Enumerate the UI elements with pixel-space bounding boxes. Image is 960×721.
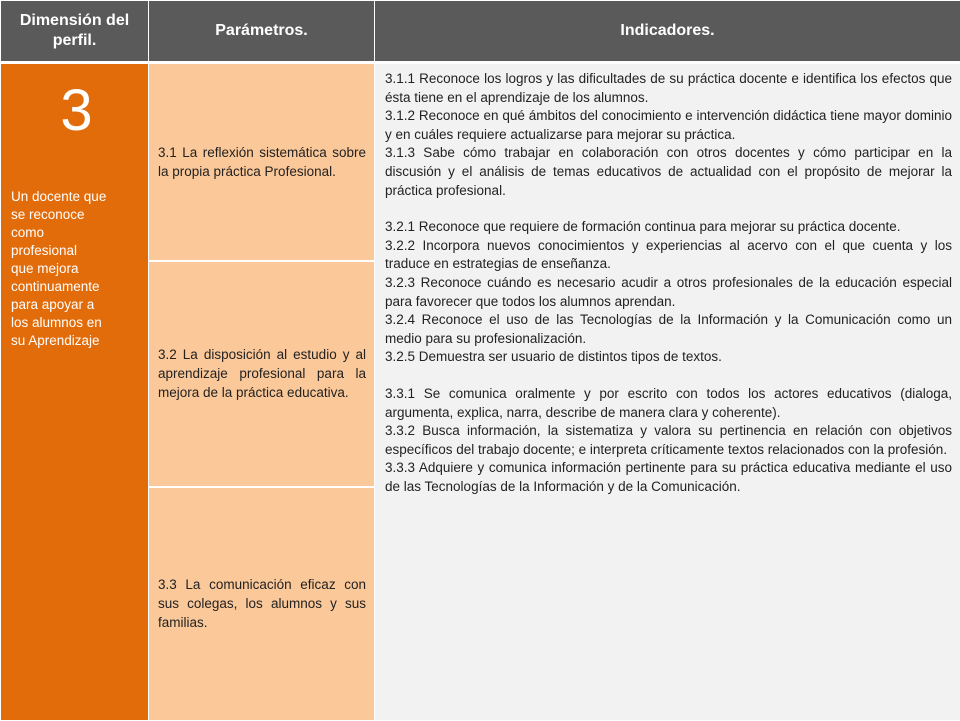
- parameter-cell: 3.2 La disposición al estudio y al aprendizaje profesional para la mejora de la práctica educativa.: [149, 261, 375, 487]
- indicators-cell: [375, 63, 960, 721]
- parameter-cell: 3.1 La reflexión sistemática sobre la propia práctica Profesional.: [149, 63, 375, 261]
- indicator-item: 3.2.2 Incorpora nuevos conocimientos y experiencias al acervo con el que cuenta y los traduce en estrategias de enseñanza.: [385, 237, 952, 274]
- dimension-cell: [1, 63, 149, 721]
- header-row: [1, 1, 960, 63]
- indicator-item: 3.2.1 Reconoce que requiere de formación continua para mejorar su práctica docente.: [385, 218, 952, 237]
- indicator-item: 3.2.4 Reconoce el uso de las Tecnologías de la Información y la Comunicación como un medio para su profesionalización.: [385, 311, 952, 348]
- indicator-item: 3.2.5 Demuestra ser usuario de distintos tipos de textos.: [385, 348, 952, 367]
- dimension-description: Un docente que se reconoce como profesional que mejora continuamente para apoyar a los alumnos en su Aprendizaje: [11, 188, 142, 350]
- indicator-item: 3.1.3 Sabe cómo trabajar en colaboración con otros docentes y cómo participar en la discusión y el análisis de temas educativos de actualidad con el propósito de mejorar la práctica profesional.: [385, 144, 952, 200]
- indicator-item: 3.2.3 Reconoce cuándo es necesario acudir a otros profesionales de la educación especial para favorecer que todos los alumnos aprendan.: [385, 274, 952, 311]
- indicator-group-3-1: [385, 70, 952, 200]
- indicator-group-3-2: [385, 218, 952, 367]
- indicator-item: 3.3.2 Busca información, la sistematiza y valora su pertinencia en relación con objetivos específicos del trabajo docente; e interpreta críticamente textos relacionados con la profesión.: [385, 422, 952, 459]
- table-row: [1, 63, 960, 261]
- dimension-number: 3: [11, 78, 142, 144]
- indicator-item: 3.3.3 Adquiere y comunica información pertinente para su práctica educativa mediante el uso de las Tecnologías de la Información y de la Comunicación.: [385, 459, 952, 496]
- indicator-item: 3.1.1 Reconoce los logros y las dificultades de su práctica docente e identifica los efectos que ésta tiene en el aprendizaje de los alumnos.: [385, 70, 952, 107]
- parameter-cell: 3.3 La comunicación eficaz con sus colegas, los alumnos y sus familias.: [149, 487, 375, 721]
- indicator-item: 3.3.1 Se comunica oralmente y por escrito con todos los actores educativos (dialoga, argumenta, explica, narra, describe de manera clara y coherente).: [385, 385, 952, 422]
- header-dimension: Dimensión del perfil.: [1, 1, 149, 63]
- header-indicators: Indicadores.: [375, 1, 960, 63]
- header-parameters: Parámetros.: [149, 1, 375, 63]
- indicator-group-3-3: [385, 385, 952, 497]
- indicator-item: 3.1.2 Reconoce en qué ámbitos del conocimiento e intervención didáctica tiene mayor dominio y en cuáles requiere actualizarse para mejorar su práctica.: [385, 107, 952, 144]
